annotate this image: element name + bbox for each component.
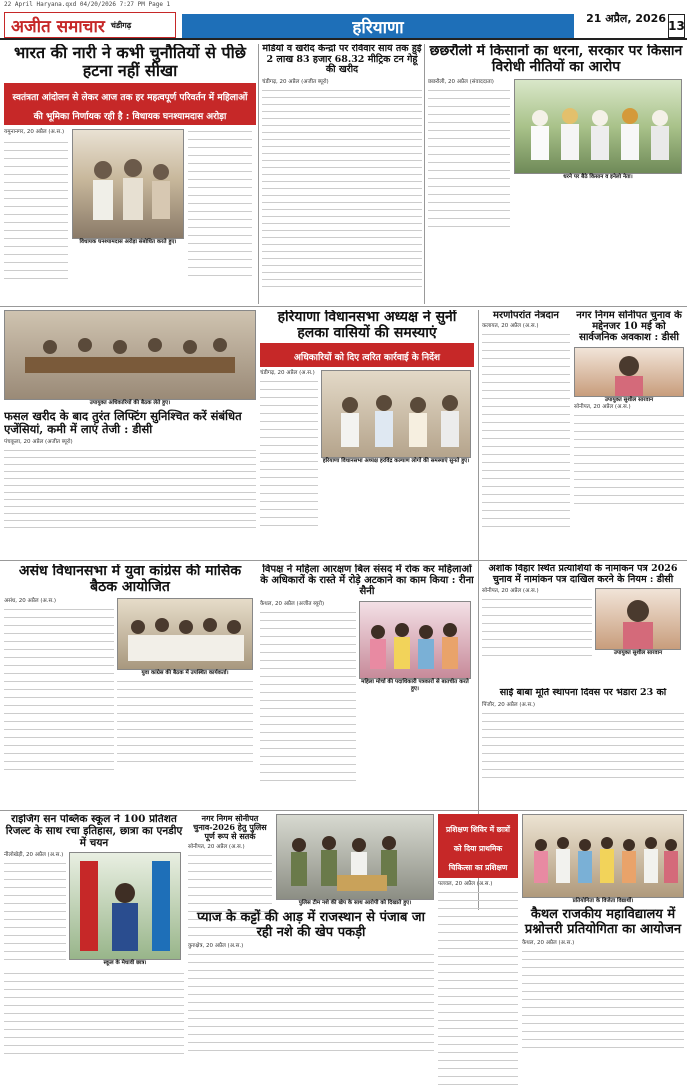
- headline: नगर निगम सोनीपत चुनाव-2026 हेतु पुलिस पूर्ण रूप से सतर्क: [193, 814, 267, 841]
- headline: प्याज के कट्टों की आड़ में राजस्थान से पंजाब जा रही नशे की खेप पकड़ी: [197, 910, 425, 940]
- dateline: यमुनानगर, 20 अप्रैल (अ.स.): [4, 129, 65, 136]
- photo-illustration: [70, 853, 180, 959]
- dateline: कुरुक्षेत्र, 20 अप्रैल (अ.स.): [188, 943, 244, 950]
- photo-caption: महिला मोर्चा की पदाधिकारी पत्रकारों से बातचीत करते हुए।: [361, 678, 469, 692]
- article-farmers-protest: [428, 44, 684, 302]
- dateline: कैथल, 20 अप्रैल (अ.स.): [522, 940, 575, 947]
- date-text: 21 अप्रैल, 2026: [586, 12, 666, 25]
- dateline: सोनीपत, 20 अप्रैल (अ.स.): [574, 403, 631, 410]
- photo-caption: उपायुक्त अधिकारियों की बैठक लेते हुए।: [89, 400, 171, 406]
- dateline: पलवल, 20 अप्रैल (अ.स.): [438, 880, 493, 887]
- headline: मरणोपरांत नेत्रदान: [493, 310, 559, 321]
- photo-meeting: [4, 310, 256, 400]
- photo-caption: स्कूल के मेधावी छात्र।: [103, 960, 147, 967]
- photo-illustration: [5, 311, 255, 399]
- brand-logo: [4, 12, 176, 38]
- photo-illustration: [523, 815, 683, 897]
- photo-dc-2: [595, 588, 681, 650]
- section-label: हरियाणा: [352, 17, 404, 38]
- photo-illustration: [596, 589, 680, 649]
- issue-date: [582, 12, 666, 38]
- subhead: [260, 343, 474, 366]
- photo-illustration: [515, 80, 681, 173]
- dateline: सोनीपत, 20 अप्रैल (अ.स.): [188, 843, 245, 850]
- photo-mla: [72, 129, 184, 239]
- headline: राइजिंग सन पब्लिक स्कूल ने 100 प्रतिशत रिजल्ट के साथ रचा इतिहास, छात्रा का एनडीए में चयन: [5, 814, 183, 849]
- headline: छछरौली में किसानों का धरना, सरकार पर किसान विरोधी नीतियों का आरोप: [429, 44, 683, 75]
- photo-police: [276, 814, 434, 900]
- brand-name: अजीत समाचार: [11, 16, 105, 37]
- headline: हरियाणा विधानसभा अध्यक्ष ने सुनीं हलका वासियों की समस्याएं: [277, 310, 457, 341]
- photo-caption: युवा कांग्रेस की बैठक में उपस्थित कार्यकर्ता।: [141, 670, 229, 677]
- photo-illustration: [322, 371, 470, 457]
- article-nomination-rules: [482, 564, 684, 684]
- article-quiz-competition: [522, 814, 684, 1086]
- article-first-aid: [438, 814, 518, 1086]
- headline-box: [438, 814, 518, 878]
- article-wheat-procurement: [262, 44, 422, 302]
- article-sai-baba: [482, 688, 684, 806]
- section-banner: [182, 14, 574, 38]
- page-number: 13: [668, 14, 685, 38]
- brand-city: चंडीगढ़: [110, 20, 132, 30]
- photo-caption: विधायक घनश्यामदास अरोड़ा संबोधित करते हुए।: [79, 239, 177, 246]
- row-rule: [0, 306, 687, 307]
- photo-illustration: [73, 130, 183, 238]
- headline: असंध विधानसभा में युवा कांग्रेस की मासिक बैठक आयोजित: [18, 564, 242, 595]
- article-crop-lifting: [4, 310, 256, 556]
- article-eye-donation: [482, 310, 570, 556]
- photo-caption: धरने पर बैठे किसान व इनेलो नेता।: [563, 174, 633, 181]
- photo-illustration: [277, 815, 433, 899]
- photo-caption: पुलिस टीम नशे की खेप के साथ आरोपी को दिखाते हुए।: [298, 900, 412, 906]
- photo-illustration: [575, 348, 683, 396]
- photo-illustration: [360, 602, 470, 678]
- subhead-text: स्वतंत्रता आंदोलन से लेकर आज तक हर महत्वपूर्ण परिवर्तन में महिलाओं की भूमिका निर्णायक रही है : विधायक घनश्यामदास अरोड़ा: [12, 92, 248, 122]
- article-women-leadership: [4, 44, 256, 302]
- headline: अशोक विहार स्थित प्रत्याशियों के नामांकन पत्र 2026 चुनाव में नामांकन पत्र दाखिल करने के नियम : डीसी: [488, 564, 678, 585]
- photo-women-morcha: [359, 601, 471, 679]
- dateline: पिंजौर, 20 अप्रैल (अ.स.): [482, 701, 536, 708]
- photo-caption: उपायुक्त सुशील सारवान: [613, 650, 663, 657]
- headline: भारत की नारी ने कभी चुनौतियों से पीछे हटना नहीं सीखा: [14, 44, 246, 80]
- headline: प्रशिक्षण शिविर में छात्रों को दिया प्राथमिक चिकित्सा का प्रशिक्षण: [446, 825, 510, 873]
- photo-students: [69, 852, 181, 960]
- dateline: सोनीपत, 20 अप्रैल (अ.स.): [482, 588, 539, 595]
- subhead-text: अधिकारियों को दिए त्वरित कार्रवाई के निर्देश: [293, 353, 441, 364]
- dateline: चंडीगढ़, 20 अप्रैल (अजीत ब्यूरो): [262, 78, 329, 85]
- column-rule: [424, 44, 425, 304]
- headline: कैथल राजकीय महाविद्यालय में प्रश्नोत्तरी प्रतियोगिता का आयोजन: [524, 907, 682, 937]
- headline: फसल खरीद के बाद तुरंत लिफ्टिंग सुनिश्चित करें संबंधित एजेंसियां, कमी में लाएं तेजी : डीसी: [4, 409, 242, 436]
- dateline: चंडीगढ़, 20 अप्रैल (अ.स.): [260, 369, 315, 376]
- dateline: कैथल, 20 अप्रैल (अजीत ब्यूरो): [260, 600, 325, 607]
- photo-dc: [574, 347, 684, 397]
- article-women-reservation: [260, 564, 474, 806]
- photo-speaker: [321, 370, 471, 458]
- dateline: पंचकूला, 20 अप्रैल (अजीत ब्यूरो): [4, 438, 73, 445]
- photo-youth-meeting: [117, 598, 253, 670]
- dateline: नीलोखेड़ी, 20 अप्रैल (अ.स.): [4, 852, 64, 859]
- article-assembly-speaker: [260, 310, 474, 556]
- headline: साईं बाबा मूर्ति स्थापना दिवस पर भंडारा 23 को: [499, 688, 667, 698]
- article-drug-haul: [188, 814, 434, 1086]
- photo-protest: [514, 79, 682, 174]
- subhead: [4, 83, 256, 125]
- photo-quiz: [522, 814, 684, 898]
- dateline: असंध, 20 अप्रैल (अ.स.): [4, 598, 57, 605]
- masthead: [0, 10, 687, 40]
- column-rule: [258, 44, 259, 304]
- photo-caption: हरियाणा विधानसभा अध्यक्ष हरविंद्र कल्याण लोगों की समस्याएं सुनते हुए।: [322, 457, 470, 464]
- headline: विपक्ष ने महिला आरक्षण बिल संसद में रोक कर महिलाओं के अधिकारों के रास्ते में रोड़े अटकाने का काम किया : रीना सैनी: [260, 564, 474, 598]
- article-rising-sun-school: [4, 814, 184, 1086]
- row-rule: [0, 810, 687, 811]
- dateline: छछरौली, 20 अप्रैल (संवाददाता): [428, 79, 494, 86]
- headline: नगर निगम सोनीपत चुनाव के मद्देनजर 10 मई को सार्वजनिक अवकाश : डीसी: [576, 310, 682, 344]
- headline: मंडियों व खरीद केन्द्रों पर रविवार सायं तक हुई 2 लाख 83 हजार 68.32 मीट्रिक टन गेहूं की खरीद: [262, 44, 422, 76]
- print-meta: 22 April Haryana.qxd 04/20/2026 7:27 PM Page 1: [4, 1, 171, 8]
- photo-illustration: [118, 599, 252, 669]
- photo-caption: प्रतियोगिता के विजेता विद्यार्थी।: [572, 898, 634, 904]
- photo-caption: उपायुक्त सुशील सारवान: [604, 396, 654, 403]
- article-youth-congress: [4, 564, 256, 806]
- article-civic-holiday: [574, 310, 684, 556]
- row-rule: [0, 560, 687, 561]
- dateline: कलायत, 20 अप्रैल (अ.स.): [482, 323, 539, 330]
